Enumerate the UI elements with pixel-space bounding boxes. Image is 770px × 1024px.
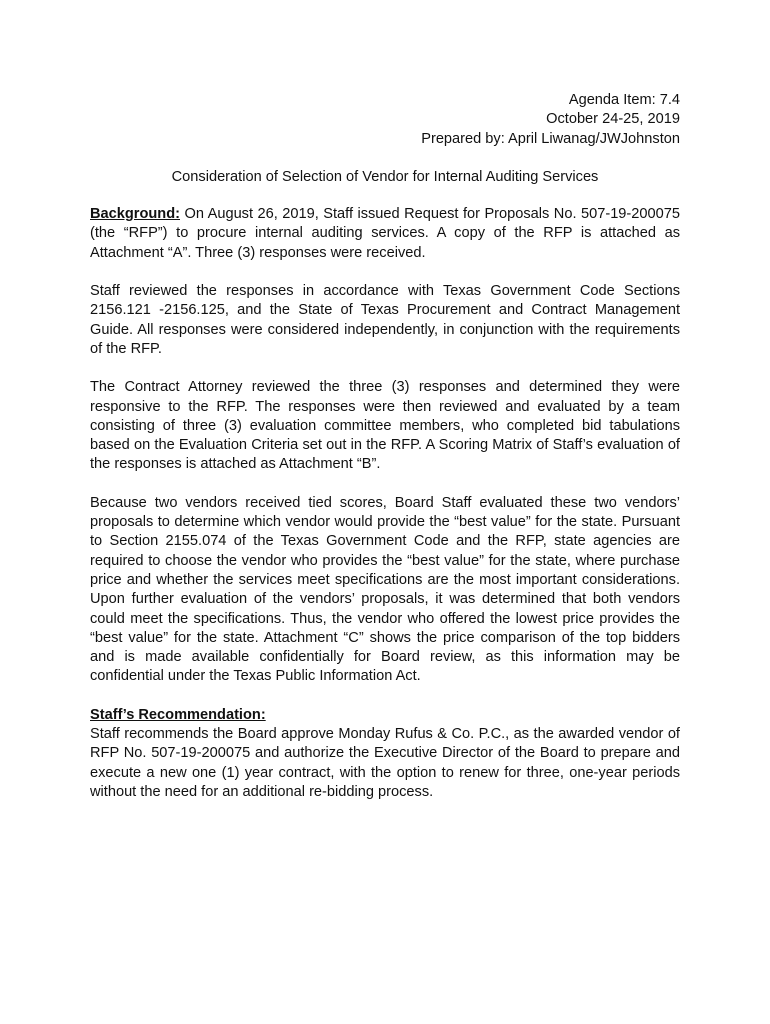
meeting-date: October 24-25, 2019 xyxy=(546,111,680,128)
background-paragraph xyxy=(90,205,680,263)
review-paragraph: Staff reviewed the responses in accordance with Texas Government Code Sections 2156.121 -2156.125, and the State of Texas Procurement and Contract Management Guide. All responses were considered independently, in conjunction with the requirements of the RFP. xyxy=(90,283,680,357)
evaluation-paragraph: The Contract Attorney reviewed the three (3) responses and determined they were responsive to the RFP. The responses were then reviewed and evaluated by a team consisting of three (3) evaluation committee members, who completed bid tabulations based on the Evaluation Criteria set out in the RFP. A Scoring Matrix of Staff’s evaluation of the responses is attached as Attachment “B”. xyxy=(90,379,680,473)
recommendation-label: Staff’s Recommendation: xyxy=(90,706,266,723)
recommendation-paragraph xyxy=(90,706,680,802)
document-title: Consideration of Selection of Vendor for Internal Auditing Services xyxy=(171,168,599,185)
background-text: On August 26, 2019, Staff issued Request for Proposals No. 507-19-200075 (the “RFP”) to procure internal auditing services. A copy of the RFP is attached as Attachment “A”. Three (3) responses were received. xyxy=(90,206,680,261)
recommendation-text: Staff recommends the Board approve Monday Rufus & Co. P.C., as the awarded vendor of RFP No. 507-19-200075 and authorize the Executive Director of the Board to prepare and execute a new one (1) year contract, with the option to renew for three, one-year periods without the need for an additional re-bidding process. xyxy=(90,726,680,800)
tie-paragraph: Because two vendors received tied scores, Board Staff evaluated these two vendors’ proposals to determine which vendor would provide the “best value” for the state. Pursuant to Section 2155.074 of the Texas Government Code and the RFP, state agencies are required to choose the vendor who provides the “best value” for the state, where purchase price and whether the services meet specifications are the most important considerations. Upon further evaluation of the vendors’ proposals, it was determined that both vendors could meet the specifications. Thus, the vendor who offered the lowest price provides the “best value” for the state. Attachment “C” shows the price comparison of the top bidders and is made available confidentially for Board review, as this information may be confidential under the Texas Public Information Act. xyxy=(90,494,680,685)
prepared-by: Prepared by: April Liwanag/JWJohnston xyxy=(421,130,680,147)
document-page xyxy=(90,91,680,821)
background-label: Background: xyxy=(90,206,180,223)
agenda-item: Agenda Item: 7.4 xyxy=(568,92,680,108)
document-header xyxy=(90,91,680,149)
